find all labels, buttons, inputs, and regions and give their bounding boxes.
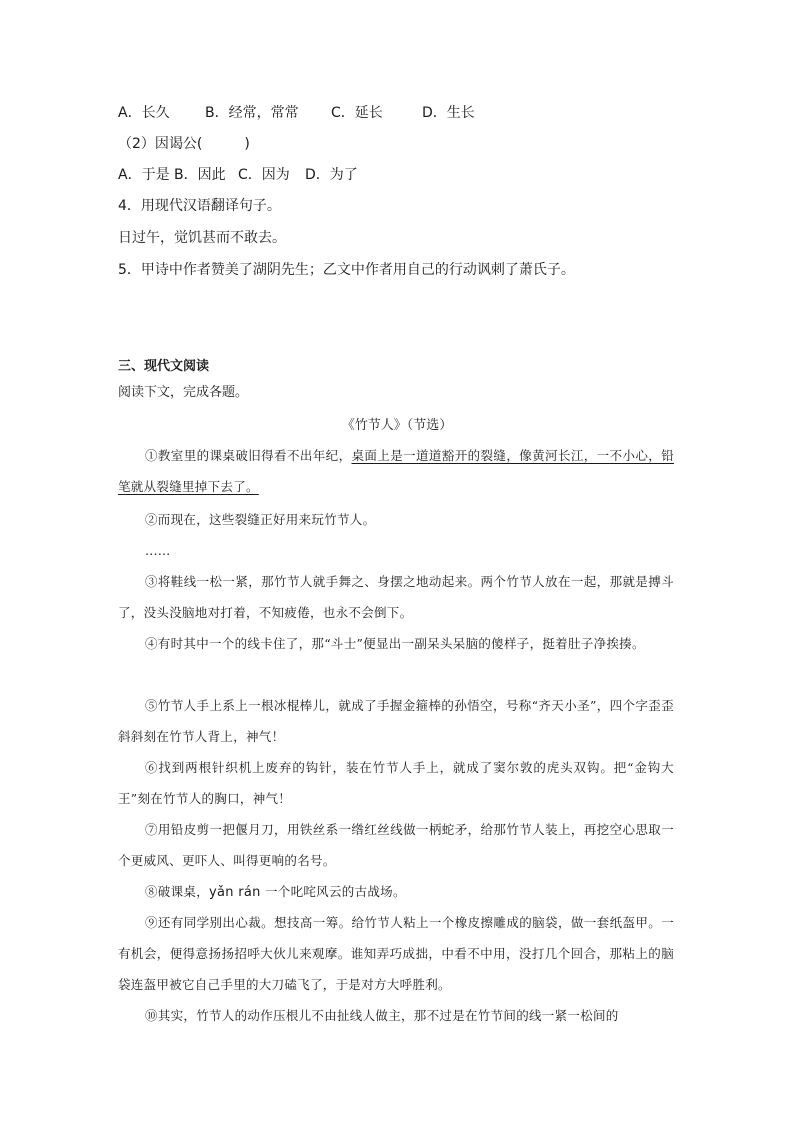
paragraph-1-text: ①教室里的课桌破旧得看不出年纪，: [145, 448, 352, 463]
paragraph-9: ⑨还有同学别出心裁。想技高一筹。给竹节人粘上一个橡皮擦雕成的脑袋，做一套纸盔甲。一有机会，便得意扬扬招呼大伙儿来观摩。谁知弄巧成拙，中看不中用，没打几个回合，那粘上的脑袋连盔甲被它自己手里的大刀磕飞了，于是对方大呼胜利。: [118, 915, 674, 992]
paragraph-4: ④有时其中一个的线卡住了，那“斗士”便显出一副呆头呆脑的傻样子，挺着肚子净挨揍。: [145, 636, 645, 651]
q4-stem: 4．用现代汉语翻译句子。: [118, 198, 281, 214]
article-title: 《竹节人》（节选）: [341, 418, 453, 433]
section-instruction: 阅读下文，完成各题。: [118, 385, 249, 400]
q5-stem: 5．甲诗中作者赞美了湖阴先生；乙文中作者用自己的行动讽刺了萧氏子。: [118, 262, 575, 278]
underlined-sentence: 桌面上是一道道豁开的裂缝，像黄河长江，一不小心，铅笔就从裂缝里掉下去了。: [118, 448, 674, 494]
q3-2-option-d: D．为了: [305, 167, 358, 183]
q3-2-option-a: A．于是: [118, 167, 170, 183]
q3-1-options: [118, 104, 475, 122]
q3-2-options: [118, 166, 358, 184]
paragraph-5: ⑤竹节人手上系上一根冰棍棒儿，就成了手握金箍棒的孙悟空，号称“齐天小圣”，四个字歪歪斜斜刻在竹节人背上，神气！: [118, 698, 674, 744]
paragraph-2: ②而现在，这些裂缝正好用来玩竹节人。: [145, 512, 376, 527]
section-heading: 三、现代文阅读: [118, 359, 210, 374]
paragraph-8-after: 一个叱咤风云的古战场。: [264, 884, 406, 899]
paragraph-8-before: ⑧破课桌，: [145, 884, 210, 899]
q3-1-option-b: B．经常，常常: [205, 105, 299, 121]
q3-1-option-c: C．延长: [331, 105, 383, 121]
ellipsis: ……: [145, 543, 171, 558]
pinyin-blank: yǎn rán: [209, 885, 261, 900]
paragraph-8: [118, 876, 674, 908]
paragraph-3: ③将鞋线一松一紧，那竹节人就手舞之、身摆之地动起来。两个竹节人放在一起，那就是搏斗了，没头没脑地对打着，不知疲倦，也永不会倒下。: [118, 574, 674, 620]
paragraph-7: ⑦用铅皮剪一把偃月刀，用铁丝系一绺红丝线做一柄蛇矛，给那竹节人装上，再挖空心思取一个更威风、更吓人、叫得更响的名号。: [118, 822, 674, 868]
paragraph-1: [118, 440, 674, 502]
q4-sentence: 日过午，觉饥甚而不敢去。: [118, 230, 286, 246]
paragraph-6: ⑥找到两根针织机上废弃的钩针，装在竹节人手上，就成了窦尔敦的虎头双钩。把“金钩大王”刻在竹节人的胸口，神气！: [118, 760, 674, 806]
q3-2-option-c: C．因为: [238, 167, 290, 183]
paragraph-10: ⑩其实，竹节人的动作压根儿不由扯线人做主，那不过是在竹节间的线一紧一松间的: [145, 1008, 619, 1023]
q3-1-option-d: D．生长: [422, 105, 475, 121]
q3-2-option-b: B．因此: [174, 167, 226, 183]
q3-2-stem: （2）因谒公( ): [118, 136, 250, 152]
q3-1-option-a: A．长久: [118, 105, 170, 121]
